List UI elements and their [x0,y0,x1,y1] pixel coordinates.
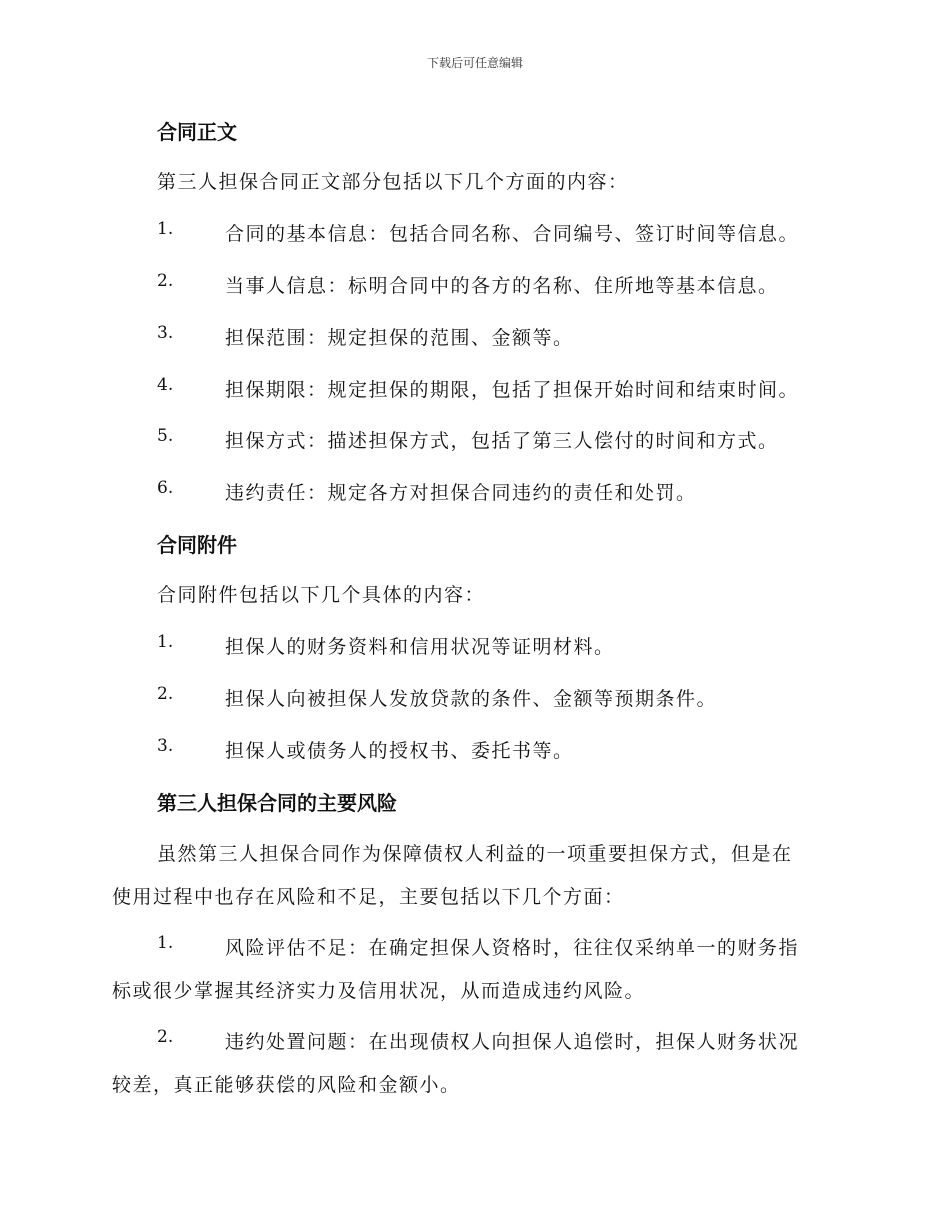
list-text: 合同的基本信息：包括合同名称、合同编号、签订时间等信息。 [225,223,800,245]
list-number: 3. [157,736,174,756]
list-number: 2. [157,1027,174,1047]
list-number: 6. [157,478,174,498]
list-item [0,736,900,762]
list-item [0,1027,900,1053]
list-text: 当事人信息：标明合同中的各方的名称、住所地等基本信息。 [225,275,779,297]
section-title-attachments: 合同附件 [157,533,237,557]
section-title-contract-body: 合同正文 [157,120,237,144]
list-number: 4. [157,375,174,395]
list-text: 担保人或债务人的授权书、委托书等。 [225,740,574,762]
list-number: 1. [157,632,174,652]
list-text: 违约责任：规定各方对担保合同违约的责任和处罚。 [225,482,697,504]
list-item [0,323,900,349]
list-text: 担保人向被担保人发放贷款的条件、金额等预期条件。 [225,688,718,710]
list-text: 担保期限：规定担保的期限，包括了担保开始时间和结束时间。 [225,379,800,401]
list-number: 1. [157,933,174,953]
list-text-continuation: 较差，真正能够获偿的风险和金额小。 [112,1074,461,1096]
list-item [0,219,900,245]
list-number: 5. [157,426,174,446]
list-number: 1. [157,219,174,239]
list-item [0,271,900,297]
list-text: 担保范围：规定担保的范围、金额等。 [225,327,574,349]
page-header: 下载后可任意编辑 [426,56,523,70]
list-text: 担保方式：描述担保方式，包括了第三人偿付的时间和方式。 [225,430,779,452]
list-item [0,375,900,401]
list-text: 风险评估不足：在确定担保人资格时，往往仅采纳单一的财务指 [225,937,800,959]
list-item [0,632,900,658]
list-item [0,478,900,504]
section-title-main-risks: 第三人担保合同的主要风险 [157,791,397,815]
section-intro: 第三人担保合同正文部分包括以下几个方面的内容： [157,171,629,193]
list-number: 3. [157,323,174,343]
list-item [0,426,900,452]
list-text-continuation: 标或很少掌握其经济实力及信用状况，从而造成违约风险。 [112,980,646,1002]
paragraph-line: 虽然第三人担保合同作为保障债权人利益的一项重要担保方式，但是在 [157,843,793,865]
list-text: 违约处置问题：在出现债权人向担保人追偿时，担保人财务状况 [225,1031,800,1053]
section-intro: 合同附件包括以下几个具体的内容： [157,584,486,606]
paragraph-line: 使用过程中也存在风险和不足，主要包括以下几个方面： [112,886,625,908]
list-number: 2. [157,684,174,704]
list-text: 担保人的财务资料和信用状况等证明材料。 [225,636,615,658]
list-item [0,933,900,959]
list-number: 2. [157,271,174,291]
list-item [0,684,900,710]
